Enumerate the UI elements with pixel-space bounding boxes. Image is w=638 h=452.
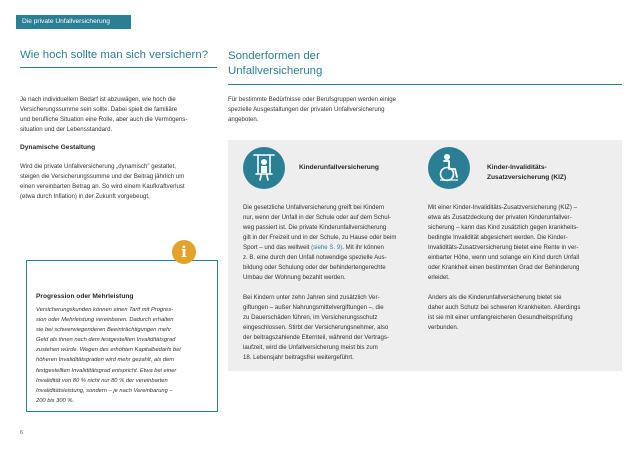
right-heading bbox=[228, 49, 388, 79]
text-line: Anders als die Kinderunfallversicherung bietet sie bbox=[428, 294, 562, 301]
text-line: der beitragszahlende Elternteil, während der Vertrags- bbox=[243, 334, 389, 341]
text-line: situation und der Lebensstandard. bbox=[20, 126, 113, 133]
text-line: Invaliditätsleistung, sondern – je nach Vereinbarung – bbox=[36, 387, 173, 394]
text-line: höheren Invaliditätsgraden wird mehr gezahlt, als dem bbox=[36, 357, 175, 364]
text-line: Geld als ihnen nach dem festgestellten Invaliditätsgrad bbox=[36, 337, 176, 344]
dynamic-paragraph bbox=[20, 162, 220, 202]
wheelchair-child-icon-graphic bbox=[428, 147, 470, 189]
text-line: etwa als Zusatzdeckung der privaten Kinderunfallver- bbox=[428, 214, 572, 221]
text-line: spezielle Ausgestaltungen der privaten Unfallversicherung bbox=[228, 106, 385, 113]
text-line: Versicherungssumme sein sollte. Dabei spielt die familiäre bbox=[20, 106, 178, 113]
text-line: laufzeit, wird die Unfallversicherung meist bis zum bbox=[243, 344, 378, 351]
paragraph-gap bbox=[243, 283, 423, 293]
text-line-with-link bbox=[243, 243, 423, 253]
text-fragment: . Mit ihr können bbox=[342, 244, 384, 251]
text-line: und berufliche Situation eine Rolle, aber auch die Vermögens- bbox=[20, 116, 188, 123]
section-tab: Die private Unfallversicherung bbox=[16, 15, 131, 29]
text-line: Mit einer Kinder-Invaliditäts-Zusatzversicherung (KIZ) – bbox=[428, 204, 578, 211]
text-line: Invalidität von 80 % nicht nur 80 % der vereinbarten bbox=[36, 377, 168, 384]
text-line: 18. Lebensjahr beitragsfrei weitergeführt. bbox=[243, 354, 354, 361]
text-line: Versicherungskunden können einen Tarif mit Progres- bbox=[36, 307, 174, 313]
text-line: eingeschlossen. Stirbt der Versicherungsnehmer, also bbox=[243, 324, 389, 331]
text-line: Die gesetzliche Unfallversicherung greift bei Kindern bbox=[243, 204, 385, 211]
text-line: Umbau der Wohnung bezahlt werden. bbox=[243, 274, 346, 281]
text-line: Bei Kindern unter zehn Jahren sind zusätzlich Ver- bbox=[243, 294, 380, 301]
text-line: bildung oder Schulung oder der behindertengerechte bbox=[243, 264, 386, 271]
text-line: oder Krankheit einen bestimmten Grad der Behinderung bbox=[428, 264, 580, 271]
heading-line: Sonderformen der bbox=[228, 50, 320, 62]
text-line: gilt in der Freizeit und in der Schule, zu Hause oder beim bbox=[243, 234, 397, 241]
paragraph-gap bbox=[428, 283, 618, 293]
kiz-title bbox=[487, 163, 566, 183]
info-box-text bbox=[36, 305, 196, 406]
text-line: ist sie mit einer umfangreicheren Gesundheitsprüfung bbox=[428, 314, 573, 321]
text-line: daher auch Schutz bei schweren Krankheiten. Allerdings bbox=[428, 304, 581, 311]
dynamic-subheading: Dynamische Gestaltung bbox=[20, 144, 96, 151]
text-line: verbunden. bbox=[428, 324, 459, 331]
text-line: zustehen würde. Wegen des erhöhten Kapitalbedarfs bei bbox=[36, 347, 181, 354]
info-icon: i bbox=[172, 240, 196, 264]
right-intro-paragraph bbox=[228, 95, 488, 125]
kinderunfall-text bbox=[243, 203, 423, 363]
text-line: angeboten. bbox=[228, 116, 259, 123]
child-swing-icon-graphic bbox=[243, 147, 285, 189]
text-line: (etwa durch Inflation) in der Zukunft vorgebeugt. bbox=[20, 193, 150, 200]
text-line: steigen die Versicherungssumme und der Beitrag jährlich um bbox=[20, 173, 185, 180]
text-line: einbarter Höhe, wenn und solange ein Kind durch Unfall bbox=[428, 254, 580, 261]
title-line: Kinder-Invaliditäts- bbox=[487, 164, 547, 171]
text-line: sie bei schwerwiegenderen Beeinträchtigungen mehr bbox=[36, 327, 172, 334]
text-line: Je nach individuellem Bedarf ist abzuwägen, wie hoch die bbox=[20, 96, 176, 103]
text-fragment: Sport – und das weltweit bbox=[243, 244, 312, 251]
kiz-text bbox=[428, 203, 618, 333]
text-line: 200 bis 300 %. bbox=[36, 397, 75, 404]
text-line: giftungen – außer Nahrungsmittelvergiftungen –, die bbox=[243, 304, 384, 311]
left-intro-paragraph bbox=[20, 95, 220, 135]
child-swing-icon bbox=[243, 147, 285, 189]
info-box-title: Progression oder Mehrleistung bbox=[36, 293, 134, 300]
text-line: weg passiert ist. Die private Kinderunfallversicherung bbox=[243, 224, 387, 231]
right-heading-rule bbox=[228, 84, 622, 85]
title-line: Zusatzversicherung (KIZ) bbox=[487, 174, 567, 181]
text-line: nur, wenn der Unfall in der Schule oder auf dem Schul- bbox=[243, 214, 392, 221]
text-line: sicherung – kann das Kind zusätzlich gegen krankheits- bbox=[428, 224, 579, 231]
text-line: einen vereinbarten Betrag an. So wird einem Kaufkraftverlust bbox=[20, 183, 185, 190]
text-line: Invaliditäts-Zusatzversicherung bietet eine Rente in ver- bbox=[428, 244, 579, 251]
text-line: Wird die private Unfallversicherung „dynamisch" gestaltet, bbox=[20, 163, 176, 170]
wheelchair-child-icon bbox=[428, 147, 470, 189]
page-reference-link[interactable]: (siehe S. 9) bbox=[311, 244, 343, 251]
text-line: festgestellten Invaliditätsgrad entspricht. Etwa bei einer bbox=[36, 367, 177, 374]
text-line: Für bestimmte Bedürfnisse oder Berufsgruppen werden einige bbox=[228, 96, 397, 103]
text-line: z. B. eine durch den Unfall notwendige spezielle Aus- bbox=[243, 254, 387, 261]
heading-line: Unfallversicherung bbox=[228, 65, 323, 77]
left-heading: Wie hoch sollte man sich versichern? bbox=[20, 49, 209, 61]
text-line: sion oder Mehrleistung vereinbaren. Dadurch erhalten bbox=[36, 317, 174, 324]
kinderunfall-title: Kinderunfallversicherung bbox=[299, 164, 379, 171]
text-line: bedingte Invalidität abgesichert werden. Die Kinder- bbox=[428, 234, 568, 241]
text-line: erleidet. bbox=[428, 274, 450, 281]
text-line: zu Dauerschäden führen, im Versicherungsschutz bbox=[243, 314, 378, 321]
left-heading-rule bbox=[20, 67, 217, 68]
page-number: 6 bbox=[20, 430, 24, 436]
